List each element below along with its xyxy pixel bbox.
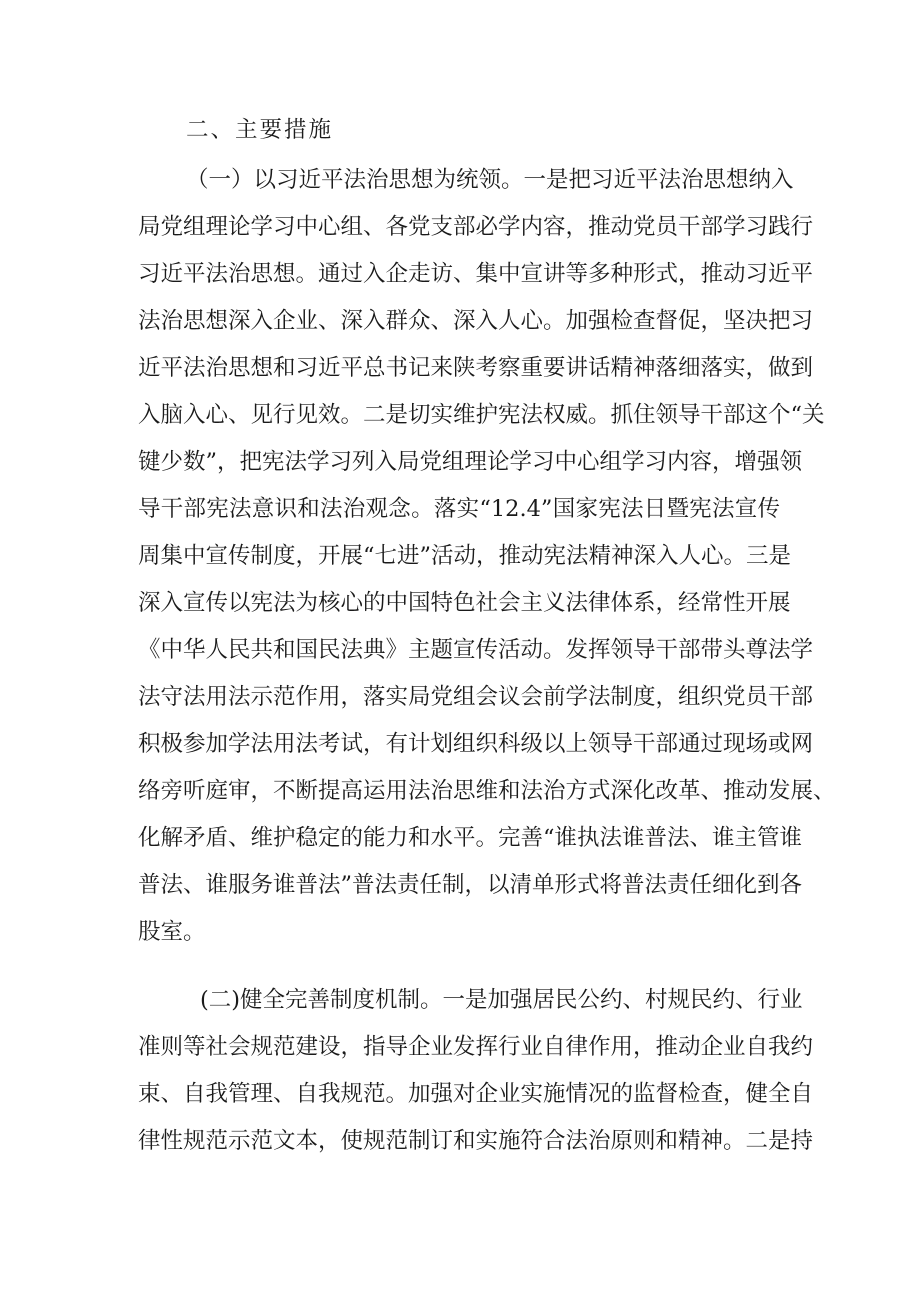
paragraph-1-line: 导干部宪法意识和法治观念。落实“12.4”国家宪法日暨宪法宣传 [138,496,780,522]
paragraph-2-first-line: (二)健全完善制度机制。一是加强居民公约、村规民约、行业 [200,987,803,1013]
heading-text: 二、主要措施 [186,117,334,143]
paragraph-1-line: 络旁听庭审，不断提高运用法治思维和法治方式深化改革、推动发展、 [138,778,836,804]
paragraph-1-line: 深入宣传以宪法为核心的中国特色社会主义法律体系，经常性开展 [138,590,791,616]
paragraph-1-line: 普法、谁服务谁普法”普法责任制，以清单形式将普法责任细化到各 [138,872,803,898]
paragraph-1-line: 近平法治思想和习近平总书记来陕考察重要讲话精神落细落实，做到 [138,355,814,381]
paragraph-1-line: 积极参加学法用法考试，有计划组织科级以上领导干部通过现场或网 [138,731,814,757]
paragraph-1-first-line: （一）以习近平法治思想为统领。一是把习近平法治思想纳入 [186,167,794,193]
paragraph-1-line: 局党组理论学习中心组、各党支部必学内容，推动党员干部学习践行 [138,214,814,240]
paragraph-1-line: 键少数”，把宪法学习列入局党组理论学习中心组学习内容，增强领 [138,449,803,475]
paragraph-2-line: 束、自我管理、自我规范。加强对企业实施情况的监督检查，健全自 [138,1081,814,1107]
paragraph-1-line: 入脑入心、见行见效。二是切实维护宪法权威。抓住领导干部这个“关 [138,402,825,428]
paragraph-2-line: 律性规范示范文本，使规范制订和实施符合法治原则和精神。二是持 [138,1128,814,1154]
paragraph-1-line [0,157,920,203]
paragraph-1-last-line: 股室。 [138,919,206,945]
paragraph-1-line: 周集中宣传制度，开展“七进”活动，推动宪法精神深入人心。三是 [138,543,792,569]
paragraph-1-line: 法守法用法示范作用，落实局党组会议会前学法制度，组织党员干部 [138,684,814,710]
paragraph-2-line [0,977,920,1023]
section-heading [0,107,920,153]
paragraph-1-line: 法治思想深入企业、深入群众、深入人心。加强检查督促，坚决把习 [138,308,814,334]
paragraph-1-line: 习近平法治思想。通过入企走访、集中宣讲等多种形式，推动习近平 [138,261,814,287]
paragraph-1-line: 化解矛盾、维护稳定的能力和水平。完善“谁执法谁普法、谁主管谁 [138,825,803,851]
paragraph-1-line: 《中华人民共和国民法典》主题宣传活动。发挥领导干部带头尊法学 [138,637,814,663]
paragraph-2-line: 准则等社会规范建设，指导企业发挥行业自律作用，推动企业自我约 [138,1034,814,1060]
